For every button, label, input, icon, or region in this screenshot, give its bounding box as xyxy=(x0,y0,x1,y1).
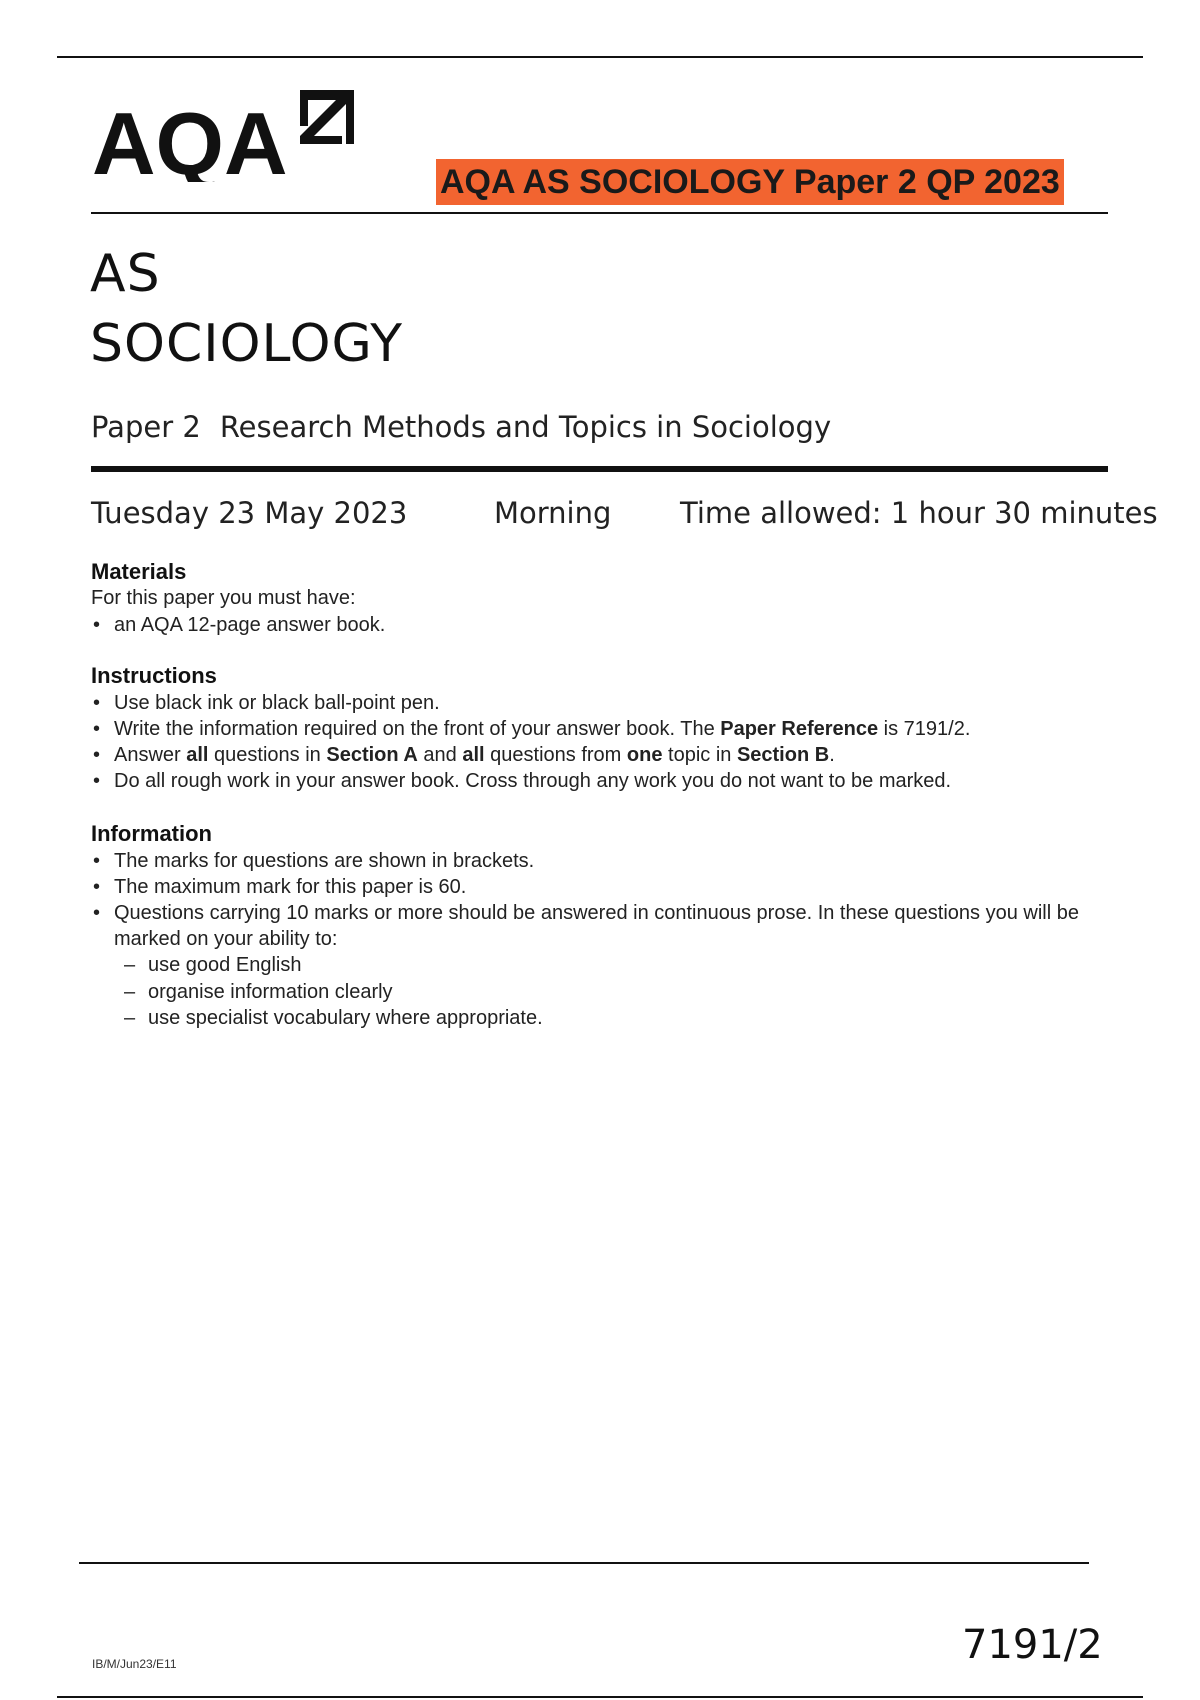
thick-rule xyxy=(91,466,1108,472)
instructions-heading: Instructions xyxy=(91,663,217,688)
materials-intro: For this paper you must have: xyxy=(91,587,356,609)
materials-heading: Materials xyxy=(91,559,187,584)
text-span: topic in xyxy=(662,744,737,766)
information-list xyxy=(91,848,1111,952)
time-allowed: Time allowed: 1 hour 30 minutes xyxy=(680,496,1158,530)
text-span: . xyxy=(829,744,835,766)
bold-span: all xyxy=(462,744,485,766)
list-item: • Use black ink or black ball-point pen. xyxy=(91,690,1111,716)
materials-list xyxy=(91,612,1111,638)
subject-level: AS xyxy=(90,244,161,304)
bold-span: one xyxy=(626,744,663,766)
text-span: questions in xyxy=(208,744,327,766)
bold-span: Paper Reference xyxy=(720,718,879,740)
text-span: and xyxy=(417,744,463,766)
list-item: – use good English xyxy=(124,952,543,979)
exam-session: Morning xyxy=(494,496,612,530)
information-sublist xyxy=(124,952,543,1032)
text-span: Answer xyxy=(114,744,187,766)
bold-span: Section B xyxy=(736,744,830,766)
paper-reference: 7191/2 xyxy=(962,1622,1103,1668)
subject-name: SOCIOLOGY xyxy=(90,314,404,374)
footer-rule xyxy=(79,1562,1089,1564)
list-item xyxy=(91,716,1111,742)
list-item: • an AQA 12-page answer book. xyxy=(91,612,1111,638)
footer-code: IB/M/Jun23/E11 xyxy=(92,1657,177,1671)
list-item xyxy=(91,742,1111,768)
exam-date: Tuesday 23 May 2023 xyxy=(91,496,408,530)
instructions-list xyxy=(91,690,1111,794)
bottom-rule xyxy=(57,1696,1143,1698)
text-span: is 7191/2. xyxy=(878,718,971,740)
list-item: • The marks for questions are shown in brackets. xyxy=(91,848,1111,874)
title-banner: AQA AS SOCIOLOGY Paper 2 QP 2023 xyxy=(436,159,1064,205)
paper-title: Research Methods and Topics in Sociology xyxy=(219,410,832,444)
paper-line xyxy=(91,410,831,444)
aqa-logo xyxy=(92,86,354,182)
list-item: – organise information clearly xyxy=(124,979,543,1006)
aqa-logo-text: AQA xyxy=(92,94,288,182)
list-item: • Do all rough work in your answer book. Cross through any work you do not want to be marked. xyxy=(91,768,1111,794)
header-rule xyxy=(91,212,1108,214)
text-span: questions from xyxy=(484,744,627,766)
list-item: • The maximum mark for this paper is 60. xyxy=(91,874,1111,900)
text-span: Write the information required on the front of your answer book. The xyxy=(114,718,721,740)
bold-span: Section A xyxy=(326,744,418,766)
aqa-logo-mark-icon xyxy=(300,90,354,144)
list-item: • Questions carrying 10 marks or more should be answered in continuous prose. In these questions you will be marked on your ability to: xyxy=(91,900,1084,952)
information-heading: Information xyxy=(91,821,212,846)
bold-span: all xyxy=(186,744,209,766)
list-item: – use specialist vocabulary where appropriate. xyxy=(124,1005,543,1032)
paper-number: Paper 2 xyxy=(91,410,201,444)
top-rule xyxy=(57,56,1143,58)
